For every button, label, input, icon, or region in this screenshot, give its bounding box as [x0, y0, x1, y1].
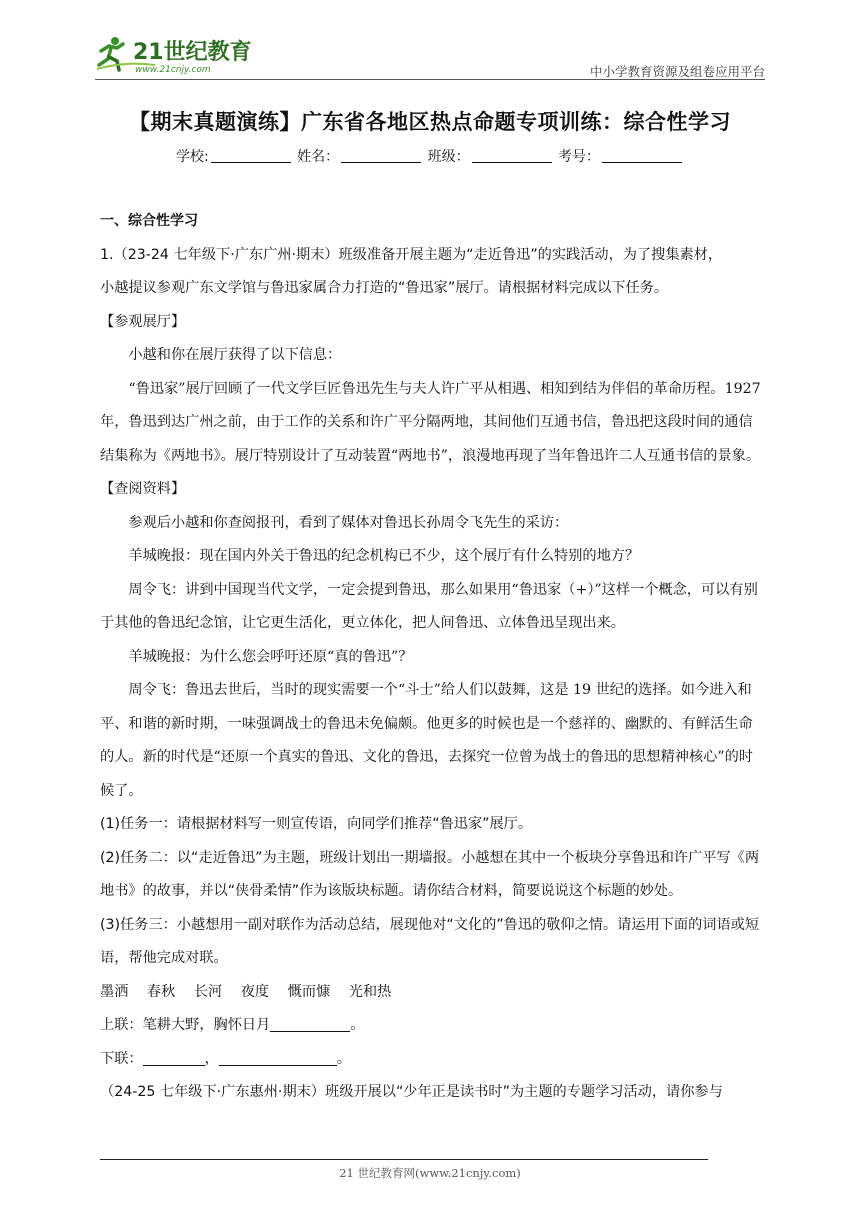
research-paragraph-4: 羊城晚报：为什么您会呼吁还原“真的鲁迅”？ — [128, 648, 413, 665]
upper-blank[interactable] — [270, 1017, 350, 1032]
school-label: 学校: — [175, 149, 209, 165]
task-3: (3)任务三：小越想用一副对联作为活动总结，展现他对“文化的”鲁迅的敬仰之情。请运用下面的词语或短语，帮他完成对联。 — [100, 916, 760, 966]
visit-paragraph-2: “鲁迅家”展厅回顾了一代文学巨匠鲁迅先生与夫人许广平从相遇、相知到结为伴侣的革命历程。1927 年，鲁迅到达广州之前，由于工作的关系和许广平分隔两地，其间他们互通书信，鲁迅把这段时间的通信结集称为《两地书》。展厅特别设计了互动装置“两地书”，浪漫地再现了当年鲁迅许二人互通书信的景象。 — [100, 380, 761, 464]
option-word: 长河 — [193, 983, 223, 1000]
q1-intro-line2: 小越提议参观广东文学馆与鲁迅家属合力打造的“鲁迅家”展厅。请根据材料完成以下任务。 — [100, 280, 669, 296]
option-word: 夜度 — [240, 983, 270, 1000]
document-body — [100, 205, 765, 1110]
option-word: 慨而慷 — [287, 983, 331, 1000]
number-blank — [602, 148, 682, 163]
couplet-upper — [100, 1009, 765, 1043]
upper-end: 。 — [350, 1017, 365, 1033]
couplet-lower — [100, 1043, 765, 1077]
brand-url: www.21cnjy.com — [135, 65, 211, 75]
student-info-line — [0, 146, 860, 166]
name-label: 姓名： — [297, 149, 340, 165]
brand-text: 21世纪教育 — [133, 40, 252, 65]
page-header — [95, 30, 765, 80]
word-options — [100, 976, 765, 1010]
research-paragraph-5: 周令飞：鲁迅去世后，当时的现实需要一个“斗士”给人们以鼓舞，这是 19 世纪的选择。如今进入和平、和谐的新时期，一味强调战士的鲁迅未免偏颇。他更多的时候也是一个慈祥的、幽默的、有鲜活生命的人。新的时代是“还原一个真实的鲁迅、文化的鲁迅，去探究一位曾为战士的鲁迅的思想精神核心”的时候了。 — [100, 682, 753, 799]
upper-label: 上联：笔耕大野，胸怀日月 — [100, 1017, 271, 1033]
brand-logo — [95, 35, 260, 75]
lower-blank-2[interactable] — [219, 1051, 337, 1066]
lower-end: 。 — [336, 1050, 351, 1067]
heading-research: 【查阅资料】 — [100, 481, 186, 497]
lower-sep: ， — [204, 1050, 219, 1067]
footer-text: 21 世纪教育网(www.21cnjy.com) — [339, 1166, 521, 1180]
platform-label: 中小学教育资源及组卷应用平台 — [589, 64, 765, 79]
lower-label: 下联： — [100, 1050, 143, 1067]
option-word: 春秋 — [146, 983, 176, 1000]
header-divider — [95, 79, 765, 80]
number-label: 考号： — [558, 149, 601, 165]
class-label: 班级： — [427, 149, 470, 165]
visit-paragraph-1: 小越和你在展厅获得了以下信息： — [128, 347, 342, 363]
class-blank — [472, 148, 552, 163]
school-blank — [211, 148, 291, 163]
lower-blank-1[interactable] — [143, 1051, 205, 1066]
footer-divider — [100, 1159, 708, 1160]
task-1: (1)任务一：请根据材料写一则宣传语，向同学们推荐“鲁迅家”展厅。 — [100, 816, 533, 832]
document-title: 【期末真题演练】广东省各地区热点命题专项训练：综合性学习 — [129, 110, 731, 134]
section-title: 一、综合性学习 — [100, 213, 198, 229]
research-paragraph-3: 周令飞：讲到中国现当代文学，一定会提到鲁迅，那么如果用“鲁迅家（+）”这样一个概念，可以有别于其他的鲁迅纪念馆，让它更生活化，更立体化，把人间鲁迅、立体鲁迅呈现出来。 — [100, 581, 758, 631]
q1-intro-line1: 1.（23-24 七年级下·广东广州·期末）班级准备开展主题为“走近鲁迅”的实践活动，为了搜集素材， — [100, 246, 723, 263]
heading-visit: 【参观展厅】 — [100, 313, 186, 330]
research-paragraph-1: 参观后小越和你查阅报刊，看到了媒体对鲁迅长孙周令飞先生的采访： — [128, 514, 569, 531]
option-word: 光和热 — [348, 983, 392, 1000]
name-blank — [341, 148, 421, 163]
q2-intro: （24-25 七年级下·广东惠州·期末）班级开展以“少年正是读书时”为主题的专题学习活动，请你参与 — [100, 1084, 723, 1100]
task-2: (2)任务二：以“走近鲁迅”为主题，班级计划出一期墙报。小越想在其中一个板块分享鲁迅和许广平写《两地书》的故事，并以“侠骨柔情”作为该版块标题。请你结合材料，简要说说这个标题的妙处。 — [100, 849, 760, 899]
research-paragraph-2: 羊城晚报：现在国内外关于鲁迅的纪念机构已不少，这个展厅有什么特别的地方？ — [128, 548, 640, 564]
option-word: 墨洒 — [100, 983, 129, 1000]
